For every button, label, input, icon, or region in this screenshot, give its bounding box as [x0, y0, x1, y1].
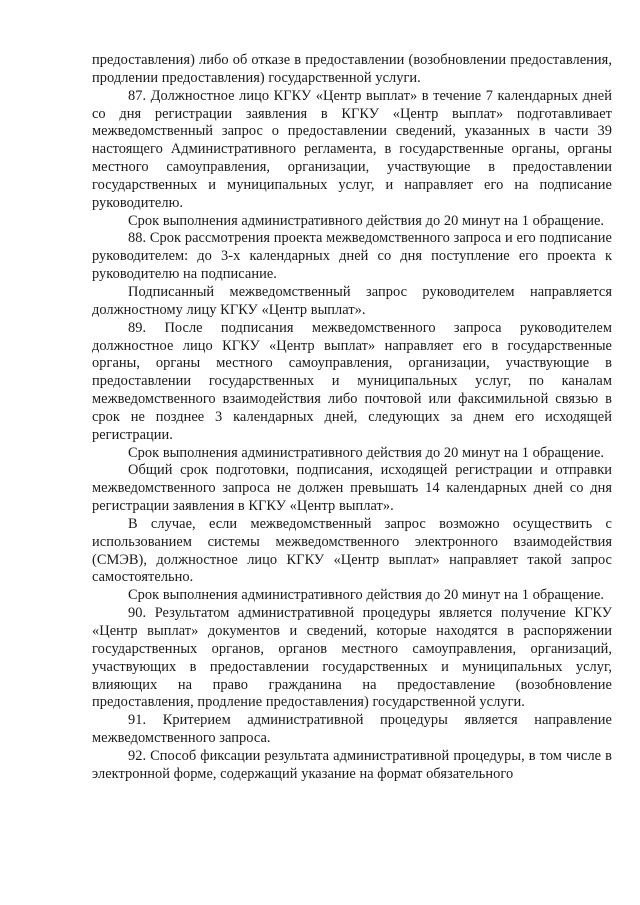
paragraph-92: 92. Способ фиксации результата административной процедуры, в том числе в электронной форме, содержащий указание на формат обязательного: [92, 747, 612, 782]
paragraph-87: 87. Должностное лицо КГКУ «Центр выплат» в течение 7 календарных дней со дня регистрации заявления в КГКУ «Центр выплат» подготавливает межведомственный запрос о предоставлении сведений, указанных в части 39 настоящего Административного регламента, в государственные органы, органы местного самоуправления, организации, участвующие в предоставлении государственных и муниципальных услуг, и направляет его на подписание руководителю.: [92, 87, 612, 211]
paragraph-continuation: предоставления) либо об отказе в предоставлении (возобновлении предоставления, продлении предоставления) государственной услуги.: [92, 52, 612, 86]
paragraph-89: 89. После подписания межведомственного запроса руководителем должностное лицо КГКУ «Центр выплат» направляет его в государственные органы, органы местного самоуправления, организации, участвующие в предоставлении государственных и муниципальных услуг, по каналам межведомственного взаимодействия либо почтовой или факсимильной связью в срок не позднее 3 календарных дней, следующих за днем его исходящей регистрации.: [92, 319, 612, 443]
paragraph-88-signed: Подписанный межведомственный запрос руководителем направляется должностному лицу КГКУ «Центр выплат».: [92, 283, 612, 318]
paragraph-88: 88. Срок рассмотрения проекта межведомственного запроса и его подписание руководителем: до 3-х календарных дней со дня поступление его проекта к руководителю на подписание.: [92, 230, 612, 283]
paragraph-89-total-term: Общий срок подготовки, подписания, исходящей регистрации и отправки межведомственного запроса не должен превышать 14 календарных дней со дня регистрации заявления в КГКУ «Центр выплат».: [92, 462, 612, 515]
paragraph-91: 91. Критерием административной процедуры является направление межведомственного запроса.: [92, 712, 612, 747]
document-body: [92, 52, 612, 784]
paragraph-89-smev-deadline: Срок выполнения административного действия до 20 минут на 1 обращение.: [128, 587, 605, 604]
paragraph-89-deadline: Срок выполнения административного действия до 20 минут на 1 обращение.: [128, 444, 605, 461]
paragraph-90: 90. Результатом административной процедуры является получение КГКУ «Центр выплат» документов и сведений, которые находятся в распоряжении государственных органов, органов местного самоуправления, организаций, участвующих в предоставлении государственных и муниципальных услуг, влияющих на право гражданина на предоставление (возобновление предоставления, продление предоставления) государственной услуги.: [92, 605, 612, 711]
paragraph-89-smev: В случае, если межведомственный запрос возможно осуществить с использованием системы межведомственного электронного взаимодействия (СМЭВ), должностное лицо КГКУ «Центр выплат» направляет такой запрос самостоятельно.: [92, 515, 612, 586]
paragraph-87-deadline: Срок выполнения административного действия до 20 минут на 1 обращение.: [128, 212, 605, 229]
